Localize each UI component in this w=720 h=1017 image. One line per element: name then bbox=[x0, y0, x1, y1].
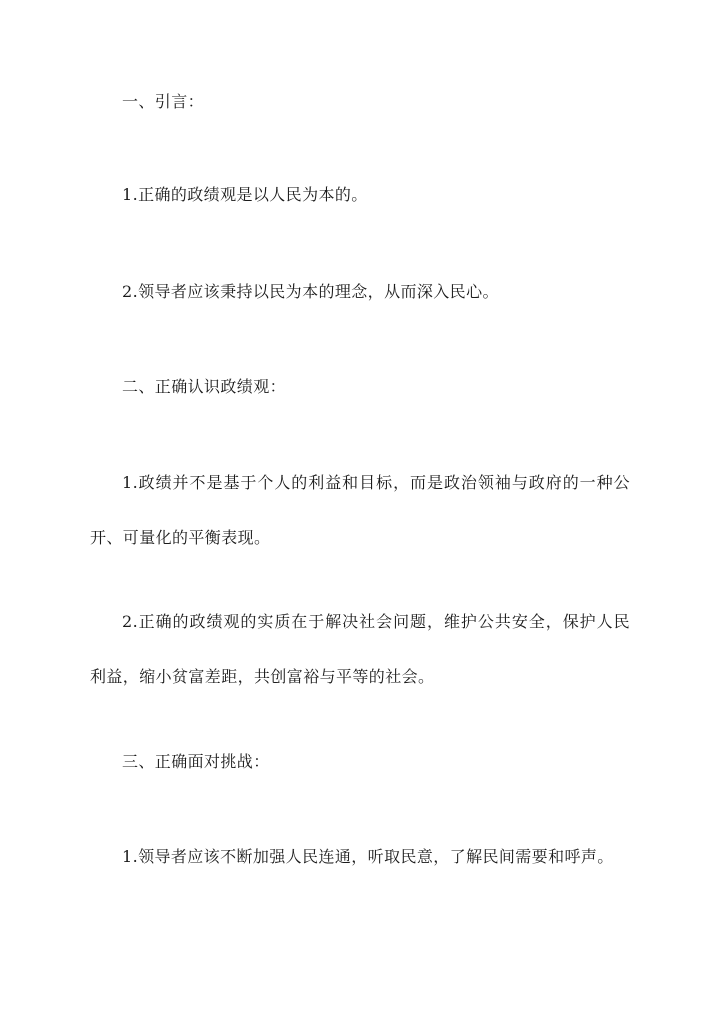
section-heading-intro: 一、引言： bbox=[122, 92, 205, 111]
paragraph-understanding-1: 1.政绩并不是基于个人的利益和目标，而是政治领袖与政府的一种公开、可量化的平衡表现。 bbox=[90, 473, 630, 547]
paragraph-understanding-2: 2.正确的政绩观的实质在于解决社会问题，维护公共安全，保护人民利益，缩小贫富差距，共创富裕与平等的社会。 bbox=[90, 612, 630, 686]
paragraph-challenges-1: 1.领导者应该不断加强人民连通，听取民意，了解民间需要和呼声。 bbox=[122, 847, 614, 866]
section-heading-challenges: 三、正确面对挑战： bbox=[122, 752, 270, 771]
section-heading-understanding: 二、正确认识政绩观： bbox=[122, 377, 287, 396]
paragraph-intro-2: 2.领导者应该秉持以民为本的理念，从而深入民心。 bbox=[122, 282, 499, 301]
paragraph-intro-1: 1.正确的政绩观是以人民为本的。 bbox=[122, 185, 368, 204]
